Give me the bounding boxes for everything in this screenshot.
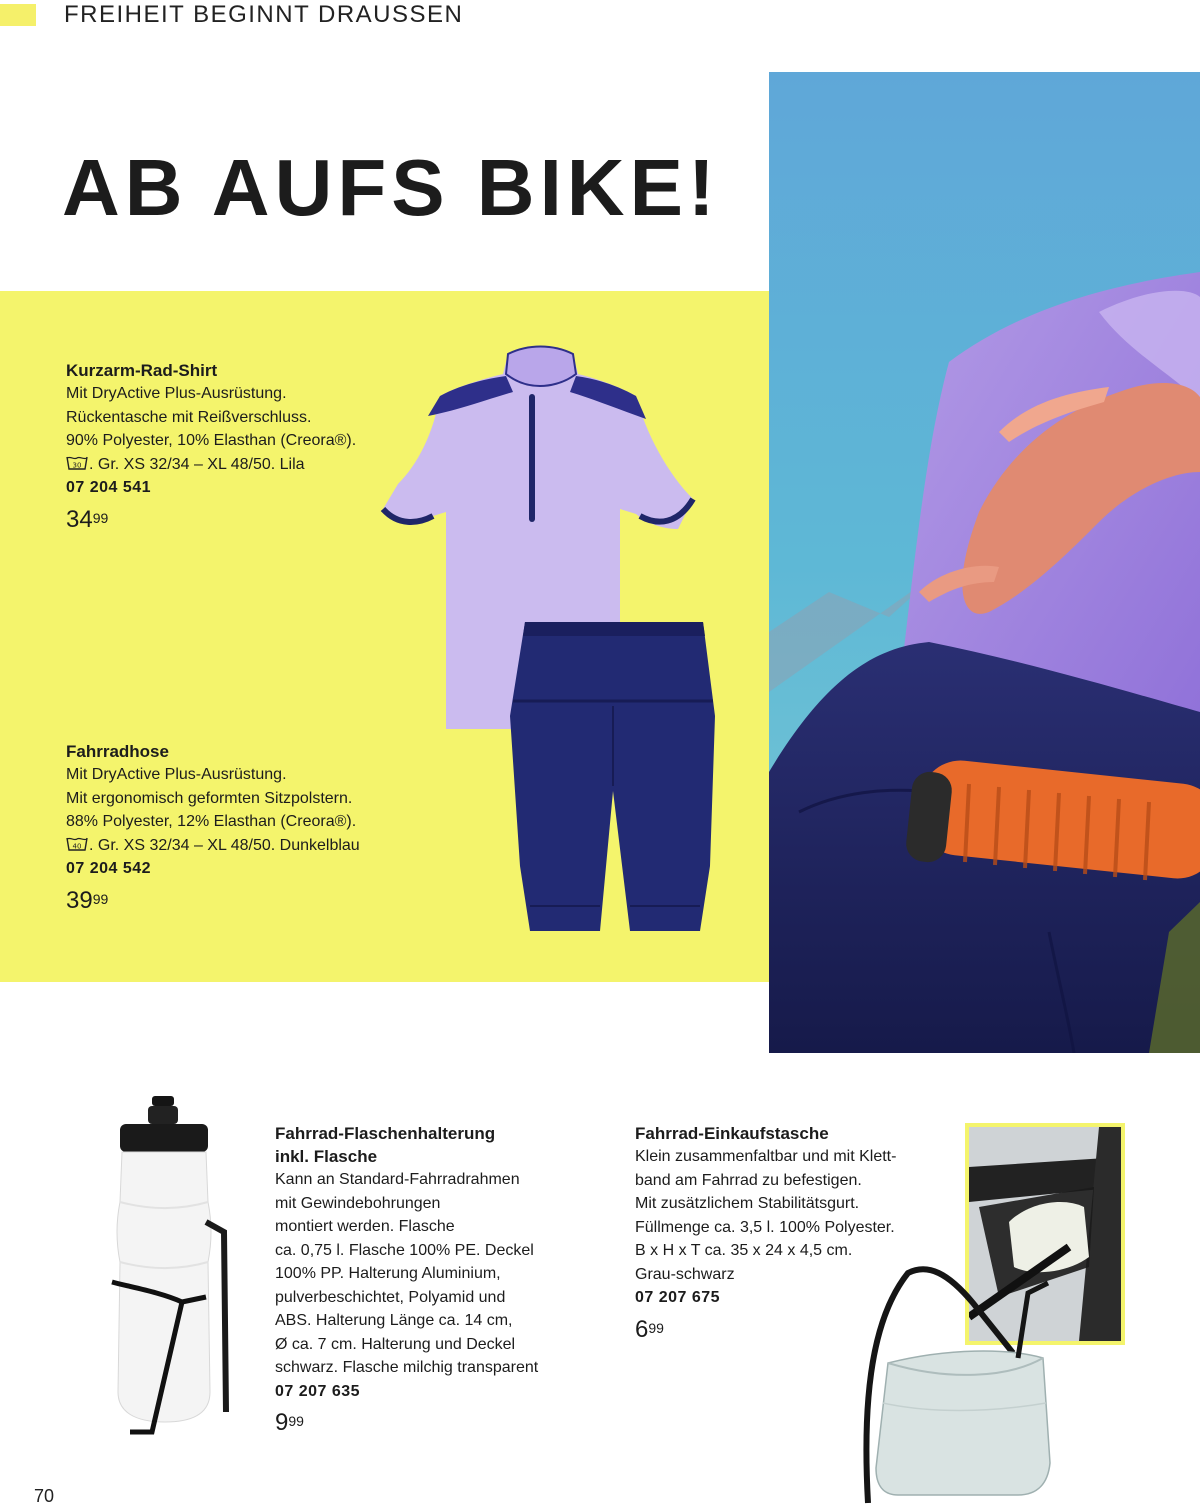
cyclist-lifestyle-photo: [769, 72, 1200, 1053]
product-bottle-holder: [275, 1122, 595, 1437]
product-desc-line: 90% Polyester, 10% Elasthan (Creora®).: [66, 432, 357, 449]
product-desc-line: 88% Polyester, 12% Elasthan (Creora®).: [66, 813, 357, 830]
price-cents: 99: [92, 890, 109, 907]
product-desc-line: schwarz. Flasche milchig transparent: [275, 1359, 539, 1376]
washing-symbol-icon: [66, 455, 88, 471]
wash-temperature: 30: [72, 461, 82, 469]
article-number: 07 204 541: [66, 479, 152, 496]
bike-bag-image: [858, 1263, 1058, 1508]
product-desc-line: Ø ca. 7 cm. Halterung und Deckel: [275, 1335, 516, 1353]
product-desc-line: Klein zusammenfaltbar und mit Klett-: [635, 1148, 897, 1165]
article-number: 07 207 675: [635, 1289, 721, 1306]
product-desc-line: B x H x T ca. 35 x 24 x 4,5 cm.: [635, 1242, 853, 1259]
product-desc-line: ABS. Halterung Länge ca. 14 cm,: [275, 1312, 513, 1329]
price-cents: 99: [648, 1319, 664, 1336]
section-title: FREIHEIT BEGINNT DRAUSSEN: [64, 1, 464, 28]
page-number: 70: [34, 1486, 55, 1506]
product-desc-line: Grau-schwarz: [635, 1265, 735, 1283]
product-size-line: [66, 834, 406, 858]
product-desc-line: Mit zusätzlichem Stabilitätsgurt.: [635, 1195, 860, 1212]
cycling-shorts-image: [505, 616, 720, 956]
product-title-line: Fahrrad-Flaschenhalterung: [275, 1124, 496, 1143]
bottle-and-holder-image: [100, 1092, 250, 1437]
product-shorts: [66, 740, 406, 915]
washing-symbol-icon: [66, 836, 88, 852]
product-desc-line: Mit DryActive Plus-Ausrüstung.: [66, 385, 287, 402]
price-euros: 34: [66, 505, 93, 533]
price-cents: 99: [288, 1413, 304, 1429]
product-desc-line: band am Fahrrad zu befestigen.: [635, 1171, 862, 1189]
product-desc-line: montiert werden. Flasche: [275, 1218, 455, 1235]
size-and-color: . Gr. XS 32/34 – XL 48/50. Dunkelblau: [89, 836, 360, 854]
product-desc-line: Kann an Standard-Fahrradrahmen: [275, 1171, 520, 1188]
price-euros: 6: [635, 1315, 649, 1343]
product-desc-line: 100% PP. Halterung Aluminium,: [275, 1265, 501, 1282]
price-euros: 39: [66, 886, 93, 914]
product-title-line: inkl. Flasche: [275, 1147, 378, 1166]
product-desc-line: Rückentasche mit Reißverschluss.: [66, 408, 312, 426]
article-number: 07 204 542: [66, 860, 152, 877]
product-desc-line: Füllmenge ca. 3,5 l. 100% Polyester.: [635, 1218, 895, 1236]
product-size-line: [66, 453, 406, 477]
product-title: Fahrradhose: [66, 742, 169, 761]
product-desc-line: mit Gewindebohrungen: [275, 1194, 441, 1212]
section-marker: [0, 4, 36, 26]
price: [66, 887, 406, 915]
price: [66, 506, 406, 534]
cyclist-photo-illustration: [769, 72, 1200, 1053]
product-title: Fahrrad-Einkaufstasche: [635, 1124, 829, 1143]
product-desc-line: Mit DryActive Plus-Ausrüstung.: [66, 766, 287, 783]
product-desc-line: ca. 0,75 l. Flasche 100% PE. Deckel: [275, 1241, 534, 1259]
product-title: Kurzarm-Rad-Shirt: [66, 361, 218, 380]
wash-temperature: 40: [72, 842, 82, 850]
size-and-color: . Gr. XS 32/34 – XL 48/50. Lila: [89, 455, 305, 473]
price-euros: 9: [275, 1409, 289, 1436]
article-number: 07 207 635: [275, 1382, 361, 1400]
product-desc-line: Mit ergonomisch geformten Sitzpolstern.: [66, 789, 353, 807]
product-shirt: [66, 359, 406, 534]
product-desc-line: pulverbeschichtet, Polyamid und: [275, 1288, 506, 1306]
price: [275, 1409, 595, 1437]
price-cents: 99: [92, 509, 109, 526]
page-headline: AB AUFS BIKE!: [62, 143, 720, 232]
